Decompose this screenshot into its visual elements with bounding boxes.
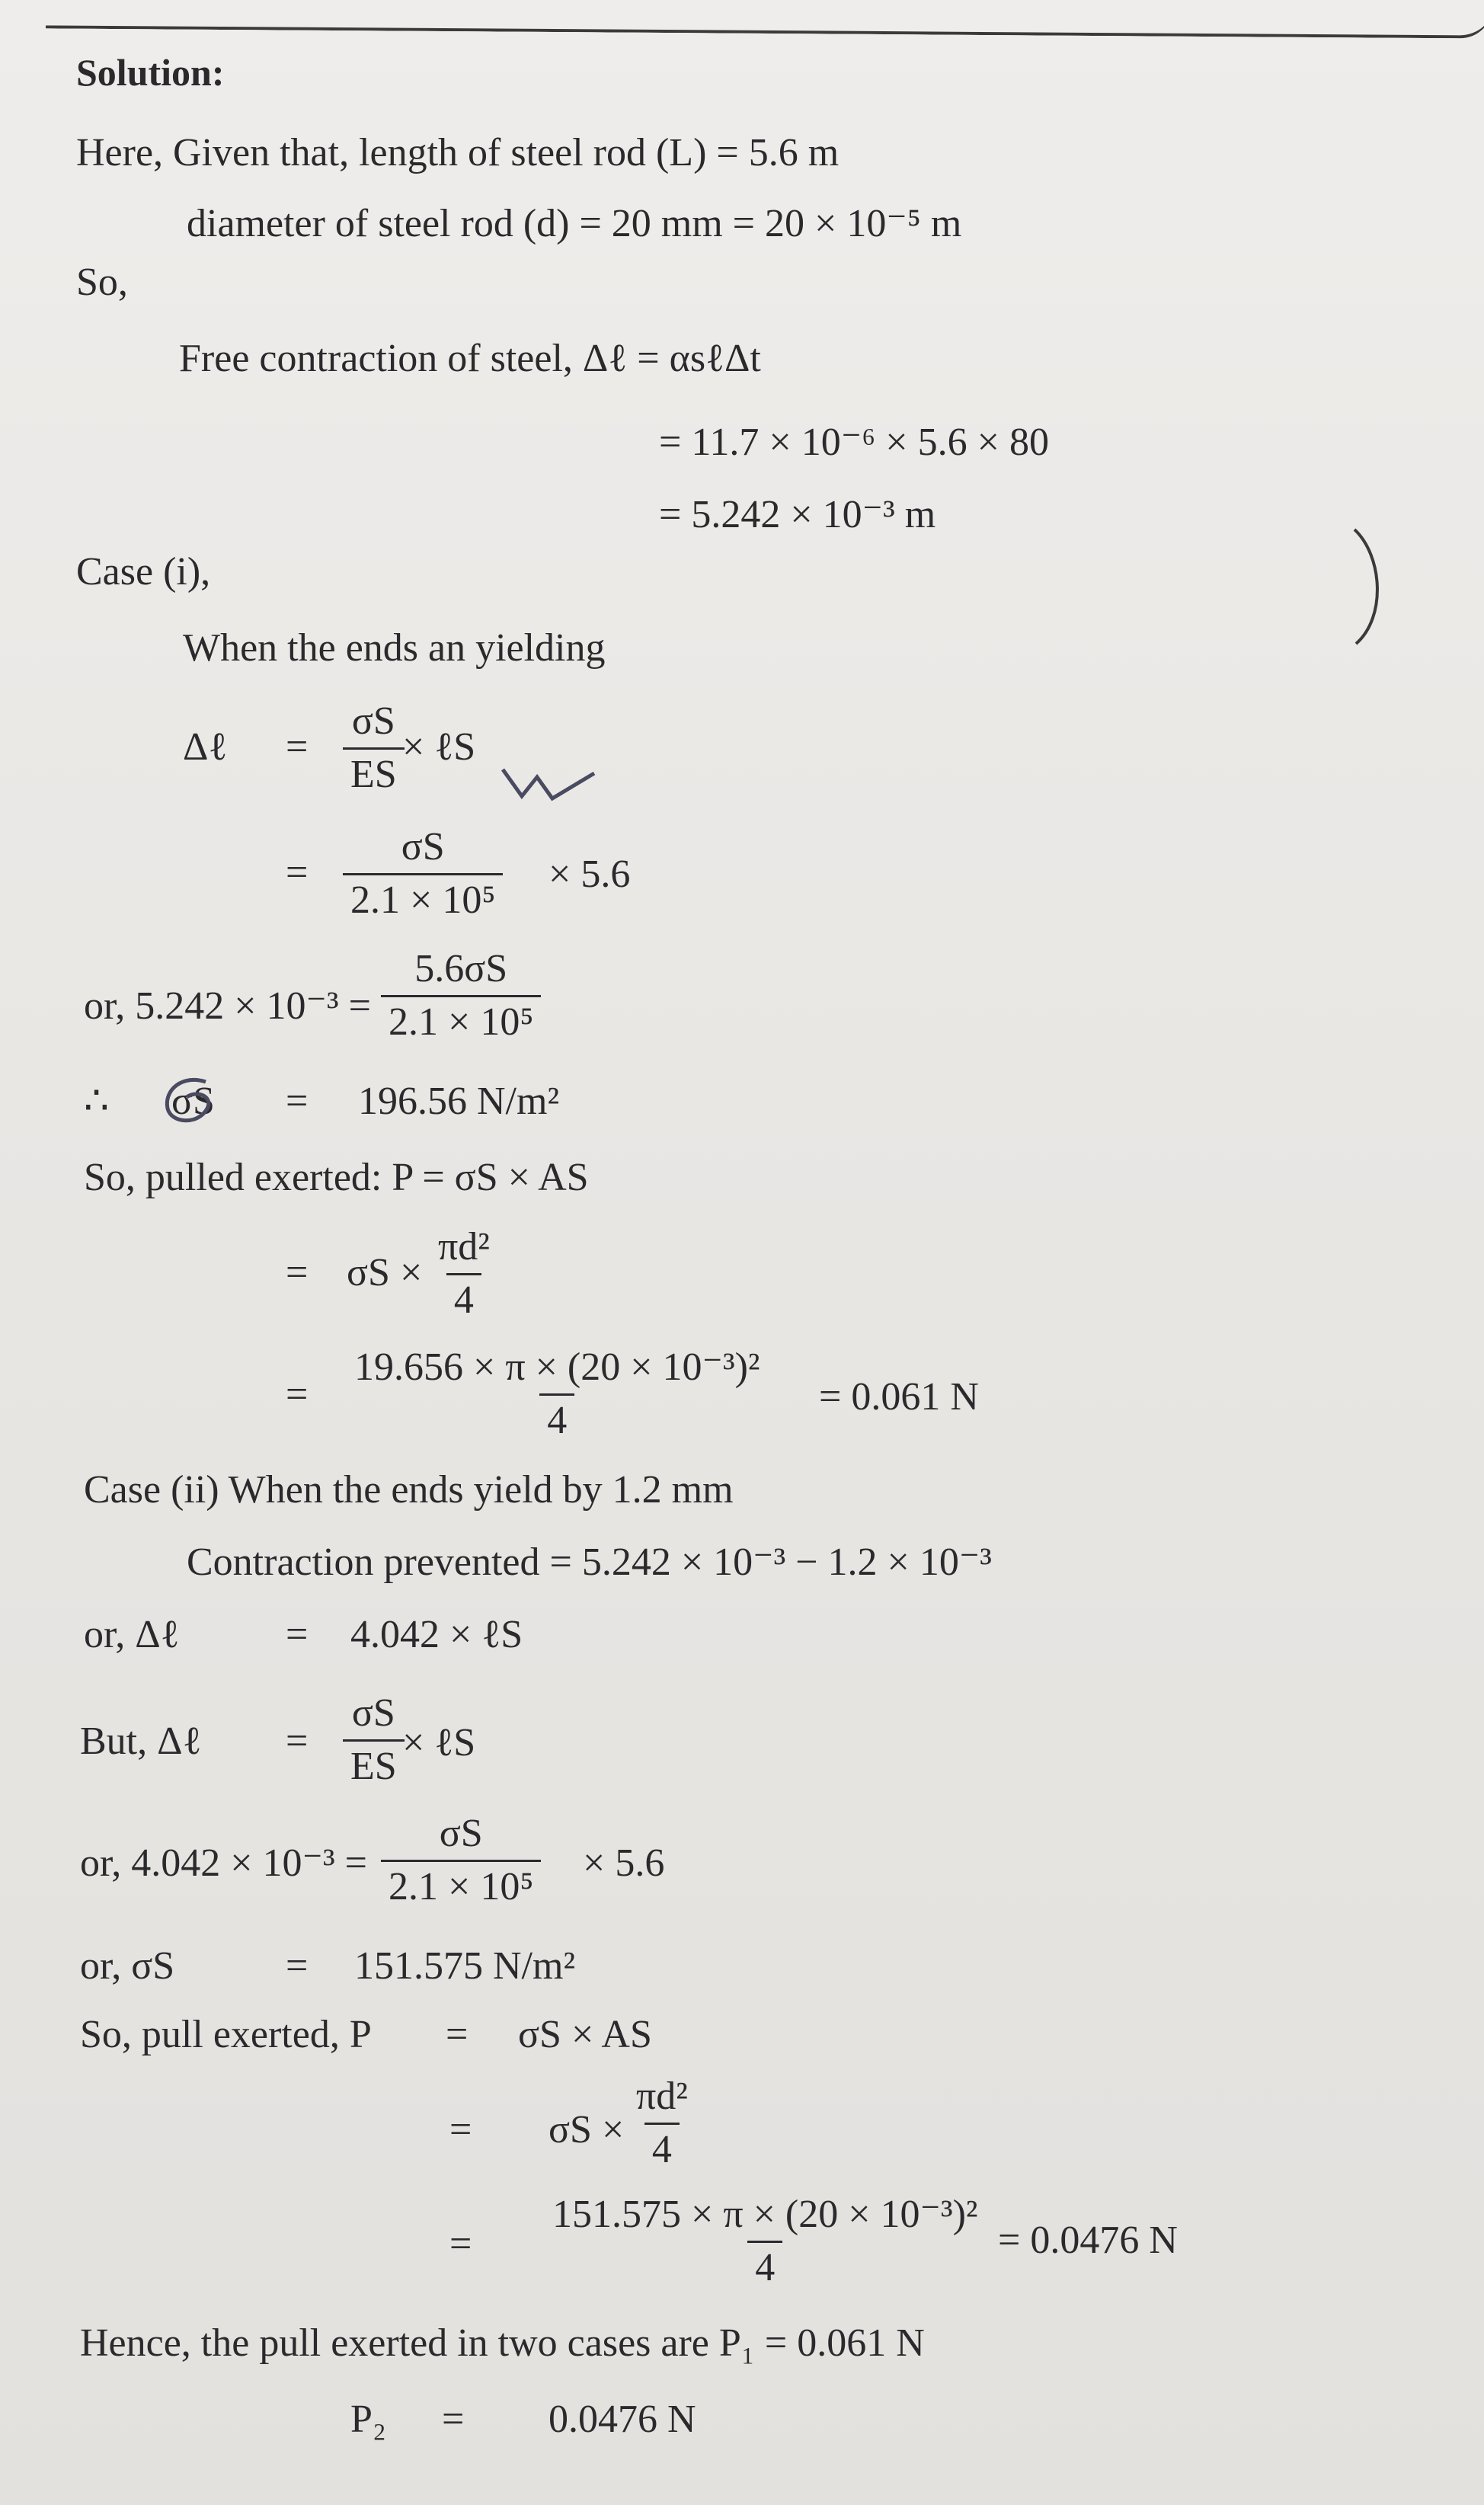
fraction-denominator: 2.1 × 10⁵: [381, 995, 541, 1044]
case-2-pull3-equals: =: [449, 2222, 472, 2266]
case-1-eq2-rest: × 5.6: [549, 853, 631, 896]
free-contraction-label: Free contraction of steel, Δℓ = αsℓΔt: [179, 337, 761, 380]
case-1-pull-label: So, pulled exerted: P = σS × AS: [84, 1156, 589, 1199]
case-2-eq1-rhs: 4.042 × ℓS: [350, 1613, 523, 1656]
case-1-eq4-lhs: σS: [171, 1080, 215, 1123]
case-2-eq3-rest: × 5.6: [583, 1841, 665, 1885]
case-1-eq3-lhs: or, 5.242 × 10⁻³ =: [84, 984, 371, 1028]
case-2-eq2-rest: × ℓS: [402, 1721, 476, 1764]
pen-checkmark-mark: [495, 754, 602, 808]
case-2-eq4-rhs: 151.575 N/m²: [354, 1944, 576, 1988]
conclusion-line-1: Hence, the pull exerted in two cases are P₁ = 0.061 N: [80, 2321, 925, 2365]
case-2-eq2-lhs: But, Δℓ: [80, 1720, 202, 1763]
free-contraction-step-2: = 5.242 × 10⁻³ m: [659, 493, 936, 536]
case-1-eq1-equals: =: [286, 725, 309, 769]
case-2-eq3-lhs: or, 4.042 × 10⁻³ =: [80, 1841, 367, 1885]
conclusion-p2-value: 0.0476 N: [549, 2398, 696, 2441]
case-2-eq3-fraction: [381, 1813, 541, 1908]
given-line-2: diameter of steel rod (d) = 20 mm = 20 × 10⁻⁵ m: [187, 202, 962, 245]
case-2-eq4-equals: =: [286, 1944, 309, 1988]
fraction-denominator: 4: [747, 2241, 782, 2289]
case-2-pull-equals: =: [446, 2013, 469, 2056]
fraction-numerator: 5.6σS: [414, 947, 508, 990]
therefore-symbol: ∴: [84, 1080, 110, 1123]
fraction-numerator: σS: [351, 699, 395, 743]
fraction-denominator: 4: [644, 2123, 680, 2171]
pen-sigma-circle-mark: [152, 1070, 229, 1131]
page-edge: [46, 0, 1484, 39]
case-1-pull2-fraction: [430, 1227, 497, 1321]
case-1-pull3-equals: =: [286, 1373, 309, 1416]
fraction-numerator: πd²: [636, 2075, 688, 2118]
case-1-eq4-rhs: 196.56 N/m²: [358, 1080, 560, 1123]
fraction-numerator: σS: [439, 1812, 483, 1855]
case-1-eq2-equals: =: [286, 851, 309, 894]
case-1-eq2-fraction: [343, 827, 503, 921]
case-2-pull3-result: = 0.0476 N: [998, 2219, 1178, 2262]
so-label: So,: [76, 261, 128, 304]
fraction-numerator: πd²: [438, 1225, 490, 1268]
fraction-denominator: ES: [343, 747, 405, 796]
case-1-title: Case (i),: [76, 550, 211, 593]
case-2-pull-rhs: σS × AS: [518, 2013, 652, 2056]
fraction-denominator: 2.1 × 10⁵: [343, 873, 503, 922]
case-1-eq3-fraction: [381, 949, 541, 1043]
case-2-pull-label: So, pull exerted, P: [80, 2013, 372, 2056]
case-2-eq2-fraction: [343, 1693, 405, 1787]
case-2-pull2-equals: =: [449, 2108, 472, 2151]
case-1-pull3-result: = 0.061 N: [819, 1375, 979, 1419]
free-contraction-step-1: = 11.7 × 10⁻⁶ × 5.6 × 80: [659, 421, 1049, 464]
case-2-eq2-equals: =: [286, 1720, 309, 1763]
fraction-numerator: 151.575 × π × (20 × 10⁻³)²: [552, 2193, 978, 2236]
case-2-eq4-lhs: or, σS: [80, 1944, 175, 1988]
fraction-numerator: 19.656 × π × (20 × 10⁻³)²: [354, 1345, 760, 1389]
fraction-denominator: 4: [446, 1273, 481, 1322]
fraction-numerator: σS: [351, 1691, 395, 1735]
case-2-pull3-fraction: [545, 2194, 986, 2289]
case-1-pull3-fraction: [347, 1347, 768, 1441]
heading: Solution:: [76, 51, 225, 94]
fraction-denominator: 2.1 × 10⁵: [381, 1860, 541, 1908]
case-1-condition: When the ends an yielding: [183, 626, 606, 670]
case-2-title: Case (ii) When the ends yield by 1.2 mm: [84, 1468, 734, 1512]
case-2-prevented: Contraction prevented = 5.242 × 10⁻³ − 1.2 × 10⁻³: [187, 1540, 992, 1584]
fraction-numerator: σS: [401, 825, 445, 869]
case-2-eq1-lhs: or, Δℓ: [84, 1613, 180, 1656]
fraction-denominator: ES: [343, 1739, 405, 1788]
case-2-pull2-lhs: σS ×: [549, 2108, 625, 2151]
case-1-eq1-fraction: [343, 701, 405, 795]
given-line-1: Here, Given that, length of steel rod (L) = 5.6 m: [76, 131, 840, 174]
conclusion-p2-equals: =: [442, 2398, 465, 2441]
case-1-eq1-lhs: Δℓ: [183, 725, 228, 769]
case-2-eq1-equals: =: [286, 1613, 309, 1656]
margin-bracket-mark: [1348, 526, 1394, 648]
conclusion-p2-label: P₂: [350, 2398, 387, 2441]
case-1-pull2-lhs: σS ×: [347, 1251, 423, 1294]
case-2-pull2-fraction: [628, 2076, 696, 2171]
case-1-eq1-rest: × ℓS: [402, 725, 476, 769]
fraction-denominator: 4: [539, 1393, 574, 1442]
case-1-pull2-equals: =: [286, 1251, 309, 1294]
case-1-eq4-equals: =: [286, 1080, 309, 1123]
